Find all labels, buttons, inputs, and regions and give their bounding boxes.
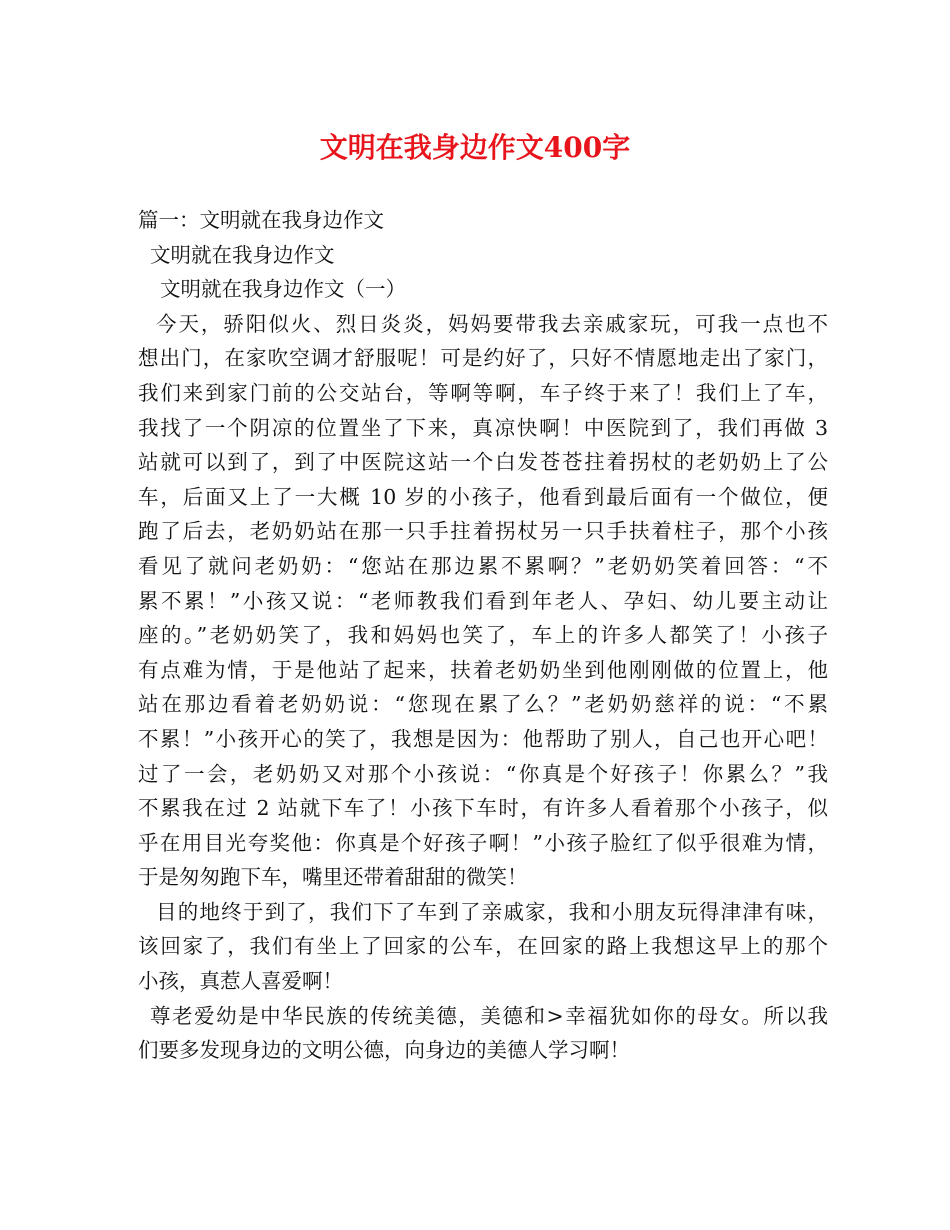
paragraph-line: 有点难为情，于是他站了起来，扶着老奶奶坐到他刚刚做的位置上，他 — [138, 657, 828, 682]
paragraph-line: 座的。”老奶奶笑了，我和妈妈也笑了，车上的许多人都笑了！小孩子 — [138, 623, 828, 648]
paragraph-line: 想出门，在家吹空调才舒服呢！可是约好了，只好不情愿地走出了家门， — [138, 346, 828, 371]
paragraph-line: 站在那边看着老奶奶说：“您现在累了么？”老奶奶慈祥的说：“不累 — [138, 692, 828, 717]
article-subheading: 文明就在我身边作文（一） — [160, 277, 406, 302]
section-heading: 篇一：文明就在我身边作文 — [138, 208, 384, 232]
paragraph-2 — [138, 895, 828, 999]
paragraph-3 — [138, 999, 828, 1068]
paragraph-line: 车，后面又上了一大概 10 岁的小孩子，他看到最后面有一个做位，便 — [138, 484, 828, 509]
article-heading: 文明就在我身边作文 — [150, 242, 335, 267]
paragraph-line: 于是匆匆跑下车，嘴里还带着甜甜的微笑！ — [138, 865, 528, 890]
paragraph-1 — [138, 307, 828, 895]
paragraph-line: 看见了就问老奶奶：“您站在那边累不累啊？”老奶奶笑着回答：“不 — [138, 553, 828, 578]
paragraph-line: 累不累！”小孩又说：“老师教我们看到年老人、孕妇、幼儿要主动让 — [138, 588, 828, 613]
paragraph-line: 乎在用目光夸奖他：你真是个好孩子啊！”小孩子脸红了似乎很难为情， — [138, 830, 828, 855]
paragraph-line: 小孩，真惹人喜爱啊！ — [138, 969, 343, 994]
paragraph-line: 不累！”小孩开心的笑了，我想是因为：他帮助了别人，自己也开心吧！ — [138, 726, 828, 751]
paragraph-line: 我找了一个阴凉的位置坐了下来，真凉快啊！中医院到了，我们再做 3 — [138, 415, 828, 440]
document-body — [138, 203, 828, 1068]
paragraph-line: 们要多发现身边的文明公德，向身边的美德人学习啊！ — [138, 1038, 630, 1063]
paragraph-line: 我们来到家门前的公交站台，等啊等啊，车子终于来了！我们上了车， — [138, 380, 828, 405]
document-title: 文明在我身边作文400字 — [319, 131, 631, 164]
paragraph-line: 跑了后去，老奶奶站在那一只手拄着拐杖另一只手扶着柱子，那个小孩 — [138, 519, 828, 544]
paragraph-line: 过了一会，老奶奶又对那个小孩说：“你真是个好孩子！你累么？”我 — [138, 761, 828, 786]
paragraph-line: 站就可以到了，到了中医院这站一个白发苍苍拄着拐杖的老奶奶上了公 — [138, 450, 828, 475]
paragraph-line: 今天，骄阳似火、烈日炎炎，妈妈要带我去亲戚家玩，可我一点也不 — [156, 311, 828, 336]
paragraph-line: 不累我在过 2 站就下车了！小孩下车时，有许多人看着那个小孩子，似 — [138, 796, 828, 821]
paragraph-line: 目的地终于到了，我们下了车到了亲戚家，我和小朋友玩得津津有味， — [156, 899, 828, 924]
paragraph-line: 尊老爱幼是中华民族的传统美德，美德和>幸福犹如你的母女。所以我 — [150, 1003, 828, 1028]
paragraph-line: 该回家了，我们有坐上了回家的公车，在回家的路上我想这早上的那个 — [138, 934, 828, 959]
